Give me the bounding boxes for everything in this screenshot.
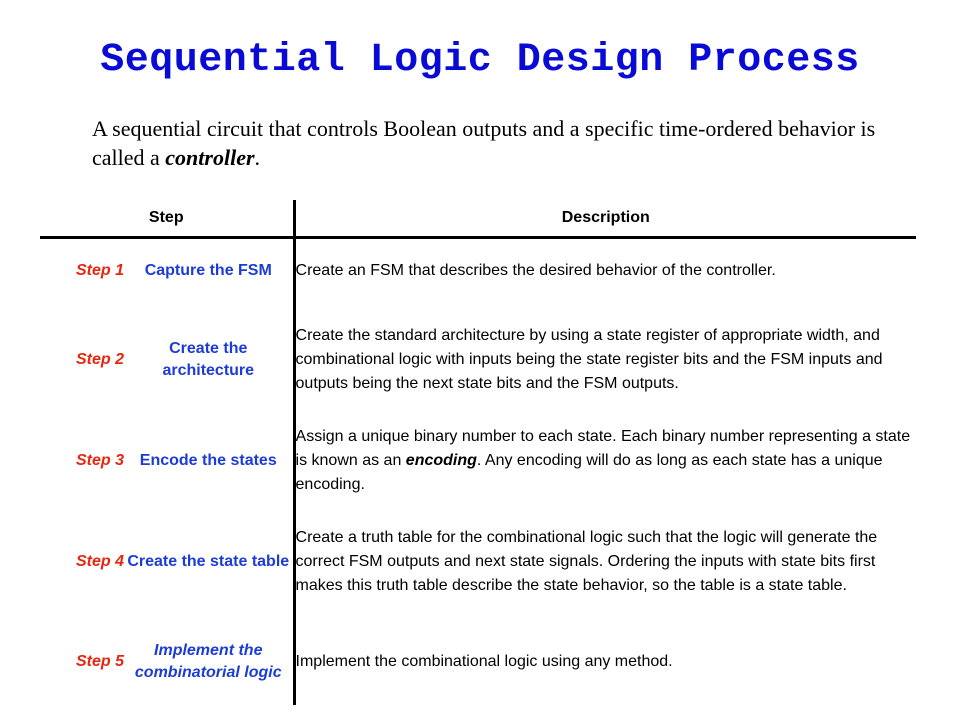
step-description-text: Create a truth table for the combinational logic such that the logic will generate the correct FSM outputs and next state signals. Ordering the inputs with state bits first makes this truth table describe the state behavior, so the table is a state table. bbox=[295, 529, 878, 594]
table-row bbox=[40, 303, 916, 417]
intro-paragraph bbox=[92, 114, 892, 172]
step-description-text: Create the standard architecture by using a state register of appropriate width, and combinational logic with inputs being the state register bits and the FSM inputs and outputs being the next state bits and the FSM outputs. bbox=[295, 327, 883, 392]
step-number: Step 5 bbox=[75, 653, 124, 670]
step-name: Capture the FSM bbox=[144, 262, 272, 279]
step-name: Create the state table bbox=[127, 553, 290, 570]
table-row bbox=[40, 238, 916, 304]
header-description: Description bbox=[294, 200, 916, 238]
step-number: Step 3 bbox=[75, 452, 124, 469]
intro-text-end: . bbox=[254, 145, 261, 170]
step-number: Step 4 bbox=[75, 553, 124, 570]
step-description bbox=[294, 505, 916, 619]
page-title: Sequential Logic Design Process bbox=[100, 38, 860, 83]
step-description-text: Assign a unique binary number to each state. Each binary number representing a state is known as an bbox=[295, 428, 911, 469]
step-name: Encode the states bbox=[139, 452, 277, 469]
intro-keyword: controller bbox=[165, 145, 255, 170]
step-name: Create the architecture bbox=[162, 340, 255, 379]
step-number: Step 2 bbox=[75, 351, 124, 368]
step-description bbox=[294, 417, 916, 505]
table-row bbox=[40, 505, 916, 619]
table-row bbox=[40, 417, 916, 505]
table-row bbox=[40, 619, 916, 705]
step-number: Step 1 bbox=[75, 262, 124, 279]
step-description bbox=[294, 303, 916, 417]
step-description bbox=[294, 619, 916, 705]
header-step: Step bbox=[40, 200, 294, 238]
step-description-emphasis: encoding bbox=[405, 452, 477, 469]
step-description bbox=[294, 238, 916, 304]
table-header-row bbox=[40, 200, 916, 238]
step-name: Implement the combinatorial logic bbox=[134, 642, 282, 681]
step-description-text-end: . Any encoding will do as long as each state has a unique encoding. bbox=[295, 452, 883, 493]
steps-table bbox=[40, 200, 916, 705]
intro-text: A sequential circuit that controls Boolean outputs and a specific time-ordered behavior is called a bbox=[92, 116, 876, 170]
step-description-text: Create an FSM that describes the desired behavior of the controller. bbox=[295, 262, 776, 279]
step-description-text: Implement the combinational logic using any method. bbox=[295, 653, 673, 670]
